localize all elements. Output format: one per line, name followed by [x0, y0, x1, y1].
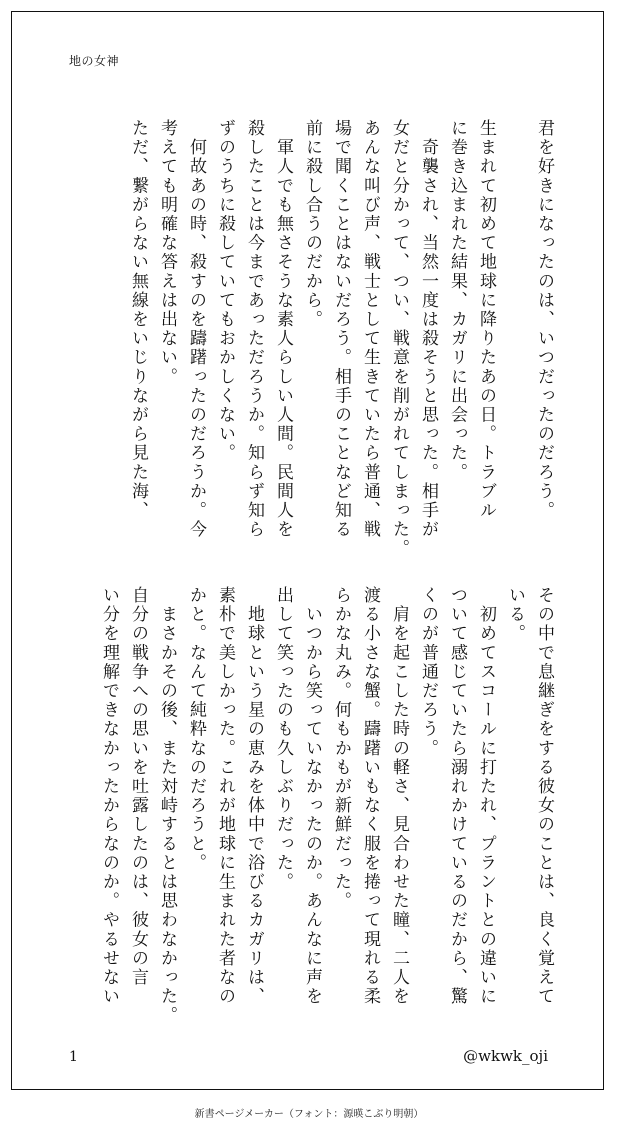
- text-line: いる。: [505, 586, 525, 644]
- author-handle: @wkwk_oji: [463, 1047, 548, 1065]
- text-line: いつから笑っていなかったのか。あんなに声を: [302, 586, 322, 1007]
- text-line: 考えても明確な答えは出ない。: [157, 119, 177, 387]
- text-block-bottom: [0, 586, 558, 1026]
- text-line: 殺したことは今まであっただろうか。知らず知ら: [244, 119, 264, 540]
- text-line: らかな丸み。何もかもが新鮮だった。: [331, 586, 351, 911]
- text-line: 出して笑ったのも久しぶりだった。: [273, 586, 293, 892]
- text-line: い分を理解できなかったからなのか。やるせない: [99, 586, 119, 1007]
- text-line: ずのうちに殺していてもおかしくない。: [215, 119, 235, 463]
- text-line: 前に殺し合うのだから。: [302, 119, 322, 330]
- text-line: 君を好きになったのは、いつだったのだろう。: [534, 119, 554, 521]
- text-line: あんな叫び声、戦士として生きていたら普通、戦: [360, 119, 380, 540]
- text-line: [500, 119, 529, 539]
- text-line: 渡る小さな蟹。躊躇いもなく服を捲って現れる柔: [360, 586, 380, 1007]
- text-line: まさかその後、また対峙するとは思わなかった。: [157, 586, 177, 1026]
- text-line: 女だと分かって、つい、戦意を削がれてしまった。: [389, 119, 409, 559]
- text-line: ついて感じていたら溺れかけているのだから、驚: [447, 586, 467, 1007]
- text-line: 肩を起こした時の軽さ、見合わせた瞳、二人を: [389, 586, 409, 1007]
- text-line: 素朴で美しかった。これが地球に生まれた者なの: [215, 586, 235, 1007]
- text-line: くのが普通だろう。: [418, 586, 438, 758]
- text-line: 生まれて初めて地球に降りたあの日。トラブル: [476, 119, 496, 521]
- text-line: 初めてスコールに打たれ、プラントとの違いに: [476, 586, 496, 1007]
- text-line: 場で聞くことはないだろう。相手のことなど知る: [331, 119, 351, 540]
- text-line: に巻き込まれた結果、カガリに出会った。: [447, 119, 467, 482]
- text-line: 自分の戦争への思いを吐露したのは、彼女の言: [128, 586, 148, 988]
- text-line: かと。なんて純粋なのだろうと。: [186, 586, 206, 873]
- text-line: 何故あの時、殺すのを躊躇ったのだろうか。今: [186, 119, 206, 540]
- footer-credit: 新書ページメーカー（フォント：源暎こぶり明朝）: [194, 1109, 424, 1120]
- text-line: その中で息継ぎをする彼女のことは、良く覚えて: [534, 586, 554, 1007]
- book-title: 地の女神: [69, 54, 120, 68]
- page-number: 1: [69, 1049, 78, 1065]
- text-line: 奇襲され、当然一度は殺そうと思った。相手が: [418, 119, 438, 540]
- text-line: 地球という星の恵みを体中で浴びるカガリは、: [244, 586, 264, 1007]
- text-line: 軍人でも無さそうな素人らしい人間。民間人を: [273, 119, 293, 540]
- page-frame: [11, 11, 604, 1090]
- text-block-top: [0, 119, 558, 559]
- text-line: ただ、繋がらない無線をいじりながら見た海、: [128, 119, 148, 521]
